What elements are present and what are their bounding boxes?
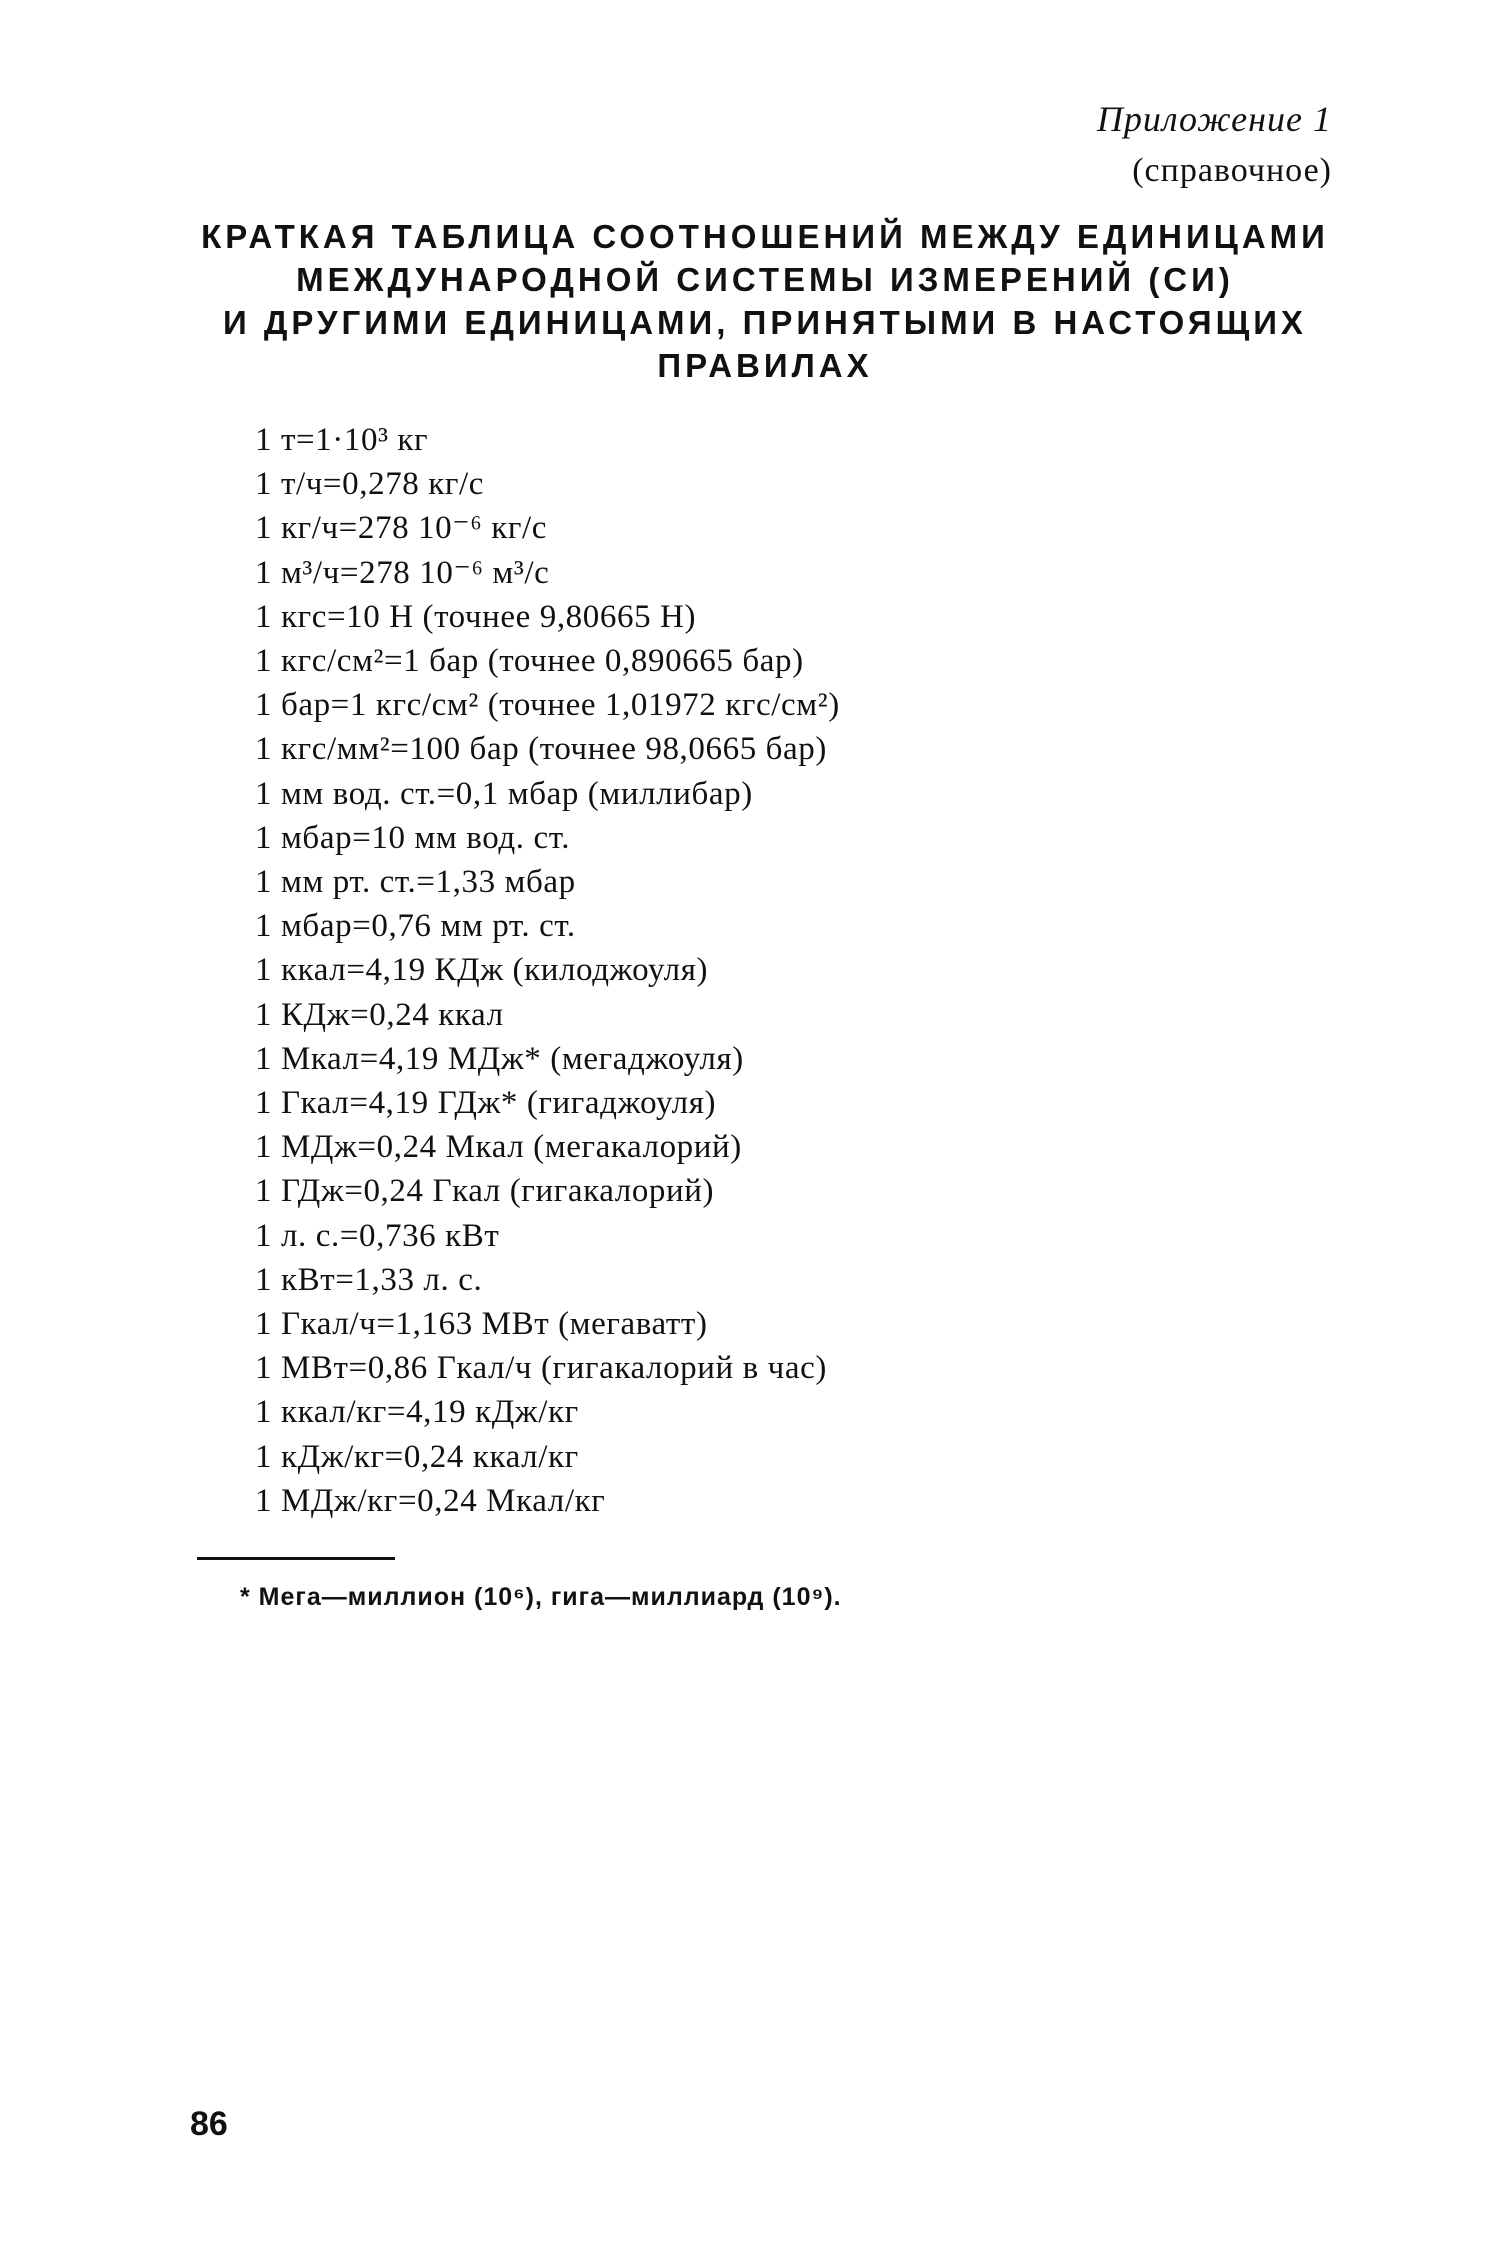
list-item: 1 кгс/мм²=100 бар (точнее 98,0665 бар) <box>255 731 827 768</box>
appendix-note: (справочное) <box>1132 152 1332 189</box>
list-item: 1 т=1·10³ кг <box>255 422 429 458</box>
list-item: 1 ГДж=0,24 Гкал (гигакалорий) <box>255 1173 715 1210</box>
unit-relations-list <box>255 418 840 1523</box>
list-item: 1 Мкал=4,19 МДж* (мегаджоуля) <box>255 1040 744 1077</box>
list-item: 1 бар=1 кгс/см² (точнее 1,01972 кгс/см²) <box>255 687 840 724</box>
list-item: 1 кДж/кг=0,24 ккал/кг <box>255 1438 579 1475</box>
list-item: 1 мм вод. ст.=0,1 мбар (миллибар) <box>255 775 753 812</box>
title-line: ПРАВИЛАХ <box>657 347 873 384</box>
list-item: 1 кг/ч=278 10⁻⁶ кг/с <box>255 510 548 547</box>
list-item: 1 кВт=1,33 л. с. <box>255 1261 483 1298</box>
appendix-label: Приложение 1 <box>1096 99 1332 139</box>
list-item: 1 ккал/кг=4,19 кДж/кг <box>255 1394 579 1431</box>
title-line: МЕЖДУНАРОДНОЙ СИСТЕМЫ ИЗМЕРЕНИЙ (СИ) <box>296 261 1234 298</box>
list-item: 1 л. с.=0,736 кВт <box>255 1217 500 1254</box>
footnote: * Мега—миллион (10⁶), гига—миллиард (10⁹). <box>240 1583 842 1611</box>
list-item: 1 ккал=4,19 КДж (килоджоуля) <box>255 952 709 989</box>
list-item: 1 кгс/см²=1 бар (точнее 0,890665 бар) <box>255 643 804 680</box>
list-item: 1 Гкал=4,19 ГДж* (гигаджоуля) <box>255 1085 717 1122</box>
list-item: 1 МДж=0,24 Мкал (мегакалорий) <box>255 1129 742 1166</box>
list-item: 1 кгс=10 Н (точнее 9,80665 Н) <box>255 598 697 635</box>
list-item: 1 мм рт. ст.=1,33 мбар <box>255 864 576 901</box>
footnote-divider <box>197 1557 395 1560</box>
list-item: 1 т/ч=0,278 кг/с <box>255 466 485 503</box>
page-title <box>180 215 1350 387</box>
list-item: 1 м³/ч=278 10⁻⁶ м³/с <box>255 554 550 591</box>
list-item: 1 Гкал/ч=1,163 МВт (мегаватт) <box>255 1306 708 1343</box>
list-item: 1 КДж=0,24 ккал <box>255 996 504 1033</box>
list-item: 1 МВт=0,86 Гкал/ч (гигакалорий в час) <box>255 1350 827 1387</box>
title-line: КРАТКАЯ ТАБЛИЦА СООТНОШЕНИЙ МЕЖДУ ЕДИНИЦАМИ <box>201 218 1329 255</box>
list-item: 1 мбар=10 мм вод. ст. <box>255 819 571 856</box>
list-item: 1 мбар=0,76 мм рт. ст. <box>255 908 576 945</box>
list-item: 1 МДж/кг=0,24 Мкал/кг <box>255 1482 606 1519</box>
page-number: 86 <box>190 2105 228 2143</box>
title-line: И ДРУГИМИ ЕДИНИЦАМИ, ПРИНЯТЫМИ В НАСТОЯЩИХ <box>223 304 1307 341</box>
